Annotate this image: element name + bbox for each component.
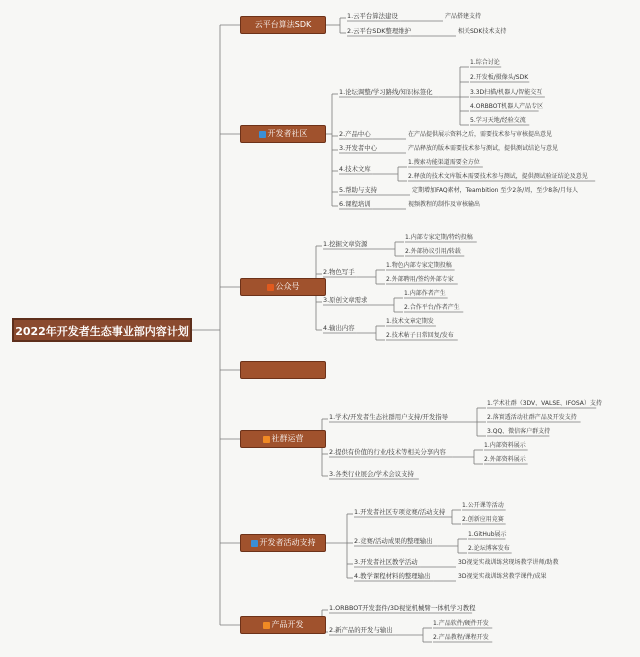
subtopic-b3-4-2[interactable]: 2.技术帖子日常回复/发布 xyxy=(386,332,454,339)
topic-b3-3[interactable]: 3.原创文章需求 xyxy=(323,296,368,304)
branch-label: 开发者活动支持 xyxy=(259,538,316,547)
subtopic-b1-2-1[interactable]: 相关SDK技术支持 xyxy=(458,28,507,35)
subtopic-b5-1-2[interactable]: 2.落實透活动社群产品及开发支持 xyxy=(487,414,577,421)
topic-b2-2[interactable]: 2.产品中心 xyxy=(339,130,371,138)
subtopic-b2-5-1[interactable]: 定期增加FAQ素材，Teambition 至少2条/周，至少8条/月每人 xyxy=(412,187,579,194)
topic-b1-1[interactable]: 1.云平台算法建设 xyxy=(347,12,398,20)
subtopic-b3-2-2[interactable]: 2.外部聘用/签约外部专家 xyxy=(386,276,454,283)
subtopic-b2-1-1[interactable]: 1.综合讨论 xyxy=(470,59,500,66)
subtopic-b5-2-2[interactable]: 2.外部资料展示 xyxy=(484,456,526,463)
subtopic-b2-2-1[interactable]: 在产品提供展示资料之后，需要技术参与审核提出意见 xyxy=(408,131,553,138)
branch-node-b2[interactable] xyxy=(240,125,326,143)
branch-label: 云平台算法SDK xyxy=(254,20,312,29)
topic-b2-6[interactable]: 6.课程培训 xyxy=(339,200,371,208)
subtopic-b7-2-1[interactable]: 1.产品软件/硬件开发 xyxy=(433,620,489,627)
branch-node-b5[interactable] xyxy=(240,430,326,448)
red-icon xyxy=(267,284,274,291)
subtopic-b5-1-3[interactable]: 3.QQ、微信客户群支持 xyxy=(487,428,551,435)
topic-b2-3[interactable]: 3.开发者中心 xyxy=(339,144,378,152)
topic-b6-3[interactable]: 3.开发者社区教学活动 xyxy=(354,558,418,566)
subtopic-b6-2-1[interactable]: 1.GitHub展示 xyxy=(468,531,507,538)
topic-b3-2[interactable]: 2.物色写手 xyxy=(323,268,355,276)
orange-icon xyxy=(263,436,270,443)
topic-b5-2[interactable]: 2.提供有价值的行业/技术等相关分享内容 xyxy=(329,448,446,456)
topic-b3-1[interactable]: 1.挖掘文章资源 xyxy=(323,240,368,248)
subtopic-b3-1-1[interactable]: 1.内部专家定期/特约投稿 xyxy=(405,234,473,241)
orange-icon xyxy=(263,622,270,629)
branch-node-b3[interactable] xyxy=(240,278,326,296)
topic-b6-1[interactable]: 1.开发者社区专项竞赛/活动支持 xyxy=(354,508,446,516)
blue-icon xyxy=(259,131,266,138)
topic-b5-1[interactable]: 1.学术/开发者生态社群用户支持/开发指导 xyxy=(329,413,449,421)
topic-b7-1[interactable]: 1.ORBBOT开发套件/3D视觉机械臂一体机学习教程 xyxy=(329,604,476,612)
subtopic-b5-2-1[interactable]: 1.内部资料展示 xyxy=(484,442,526,449)
topic-b2-4[interactable]: 4.技术文库 xyxy=(339,165,371,173)
subtopic-b3-4-1[interactable]: 1.技术文章定期发 xyxy=(386,318,434,325)
topic-b7-2[interactable]: 2.新产品的开发与输出 xyxy=(329,626,393,634)
subtopic-b6-1-1[interactable]: 1.公开课等活动 xyxy=(462,502,504,509)
subtopic-b2-3-1[interactable]: 产品释放的版本需要技术参与测试，提供测试结论与意见 xyxy=(408,145,559,152)
subtopic-b7-2-2[interactable]: 2.产品教程/课程开发 xyxy=(433,634,489,641)
branch-label: 产品开发 xyxy=(271,620,304,629)
topic-b5-3[interactable]: 3.各类行业展会/学术会议支持 xyxy=(329,470,414,478)
branch-label: 社群运营 xyxy=(271,434,304,443)
subtopic-b6-2-2[interactable]: 2.论坛博客发布 xyxy=(468,545,510,552)
subtopic-b1-1-1[interactable]: 产品搭建支持 xyxy=(445,13,482,20)
topic-b6-4[interactable]: 4.教学课程材料的整理输出 xyxy=(354,572,431,580)
subtopic-b6-3-1[interactable]: 3D视觉实战训练营现场教学讲师/助教 xyxy=(458,559,559,566)
subtopic-b3-1-2[interactable]: 2.外部协议引用/转载 xyxy=(405,248,461,255)
branch-node-b7[interactable] xyxy=(240,616,326,634)
topic-b3-4[interactable]: 4.输出内容 xyxy=(323,324,355,332)
branch-node-b1[interactable] xyxy=(240,16,326,34)
topic-b6-2[interactable]: 2.竞赛/活动成果的整理输出 xyxy=(354,537,433,545)
topic-b2-1[interactable]: 1.论坛调整/学习路线/知识标签化 xyxy=(339,88,433,96)
subtopic-b5-1-1[interactable]: 1.学术社群（3DV、VALSE、IFOSA）支持 xyxy=(487,400,602,407)
branch-label: 开发者社区 xyxy=(267,129,308,138)
subtopic-b6-4-1[interactable]: 3D视觉实战训练营教学课件/成果 xyxy=(458,573,547,580)
subtopic-b6-1-2[interactable]: 2.创新应用竞赛 xyxy=(462,516,504,523)
subtopic-b2-1-5[interactable]: 5.学习天地/经验交流 xyxy=(470,117,526,124)
subtopic-b2-1-3[interactable]: 3.3D扫描/机器人/智能交互 xyxy=(470,89,543,96)
subtopic-b3-3-2[interactable]: 2.合作平台/作者产生 xyxy=(404,304,460,311)
branch-label: 公众号 xyxy=(275,282,300,291)
topic-b1-2[interactable]: 2.云平台SDK整理维护 xyxy=(347,27,411,35)
topic-b2-5[interactable]: 5.帮助与支持 xyxy=(339,186,378,194)
subtopic-b2-4-2[interactable]: 2.释放的技术文库版本需要技术参与测试，提供测试验证结论及意见 xyxy=(408,173,588,180)
root-node[interactable]: 2022年开发者生态事业部内容计划 xyxy=(12,318,192,342)
subtopic-b3-3-1[interactable]: 1.内部作者产生 xyxy=(404,290,446,297)
subtopic-b2-6-1[interactable]: 视频教程的制作及审核输出 xyxy=(408,201,481,208)
subtopic-b2-1-4[interactable]: 4.ORBBOT机器人产品专区 xyxy=(470,103,544,110)
branch-node-b6[interactable] xyxy=(240,534,326,552)
branch-node-b4[interactable] xyxy=(240,361,326,379)
subtopic-b3-2-1[interactable]: 1.物色内部专家定期投稿 xyxy=(386,262,452,269)
subtopic-b2-1-2[interactable]: 2.开发板/摄像头/SDK xyxy=(470,74,529,81)
subtopic-b2-4-1[interactable]: 1.搜索功能渠道需要全方位 xyxy=(408,159,480,166)
blue-icon xyxy=(251,540,258,547)
